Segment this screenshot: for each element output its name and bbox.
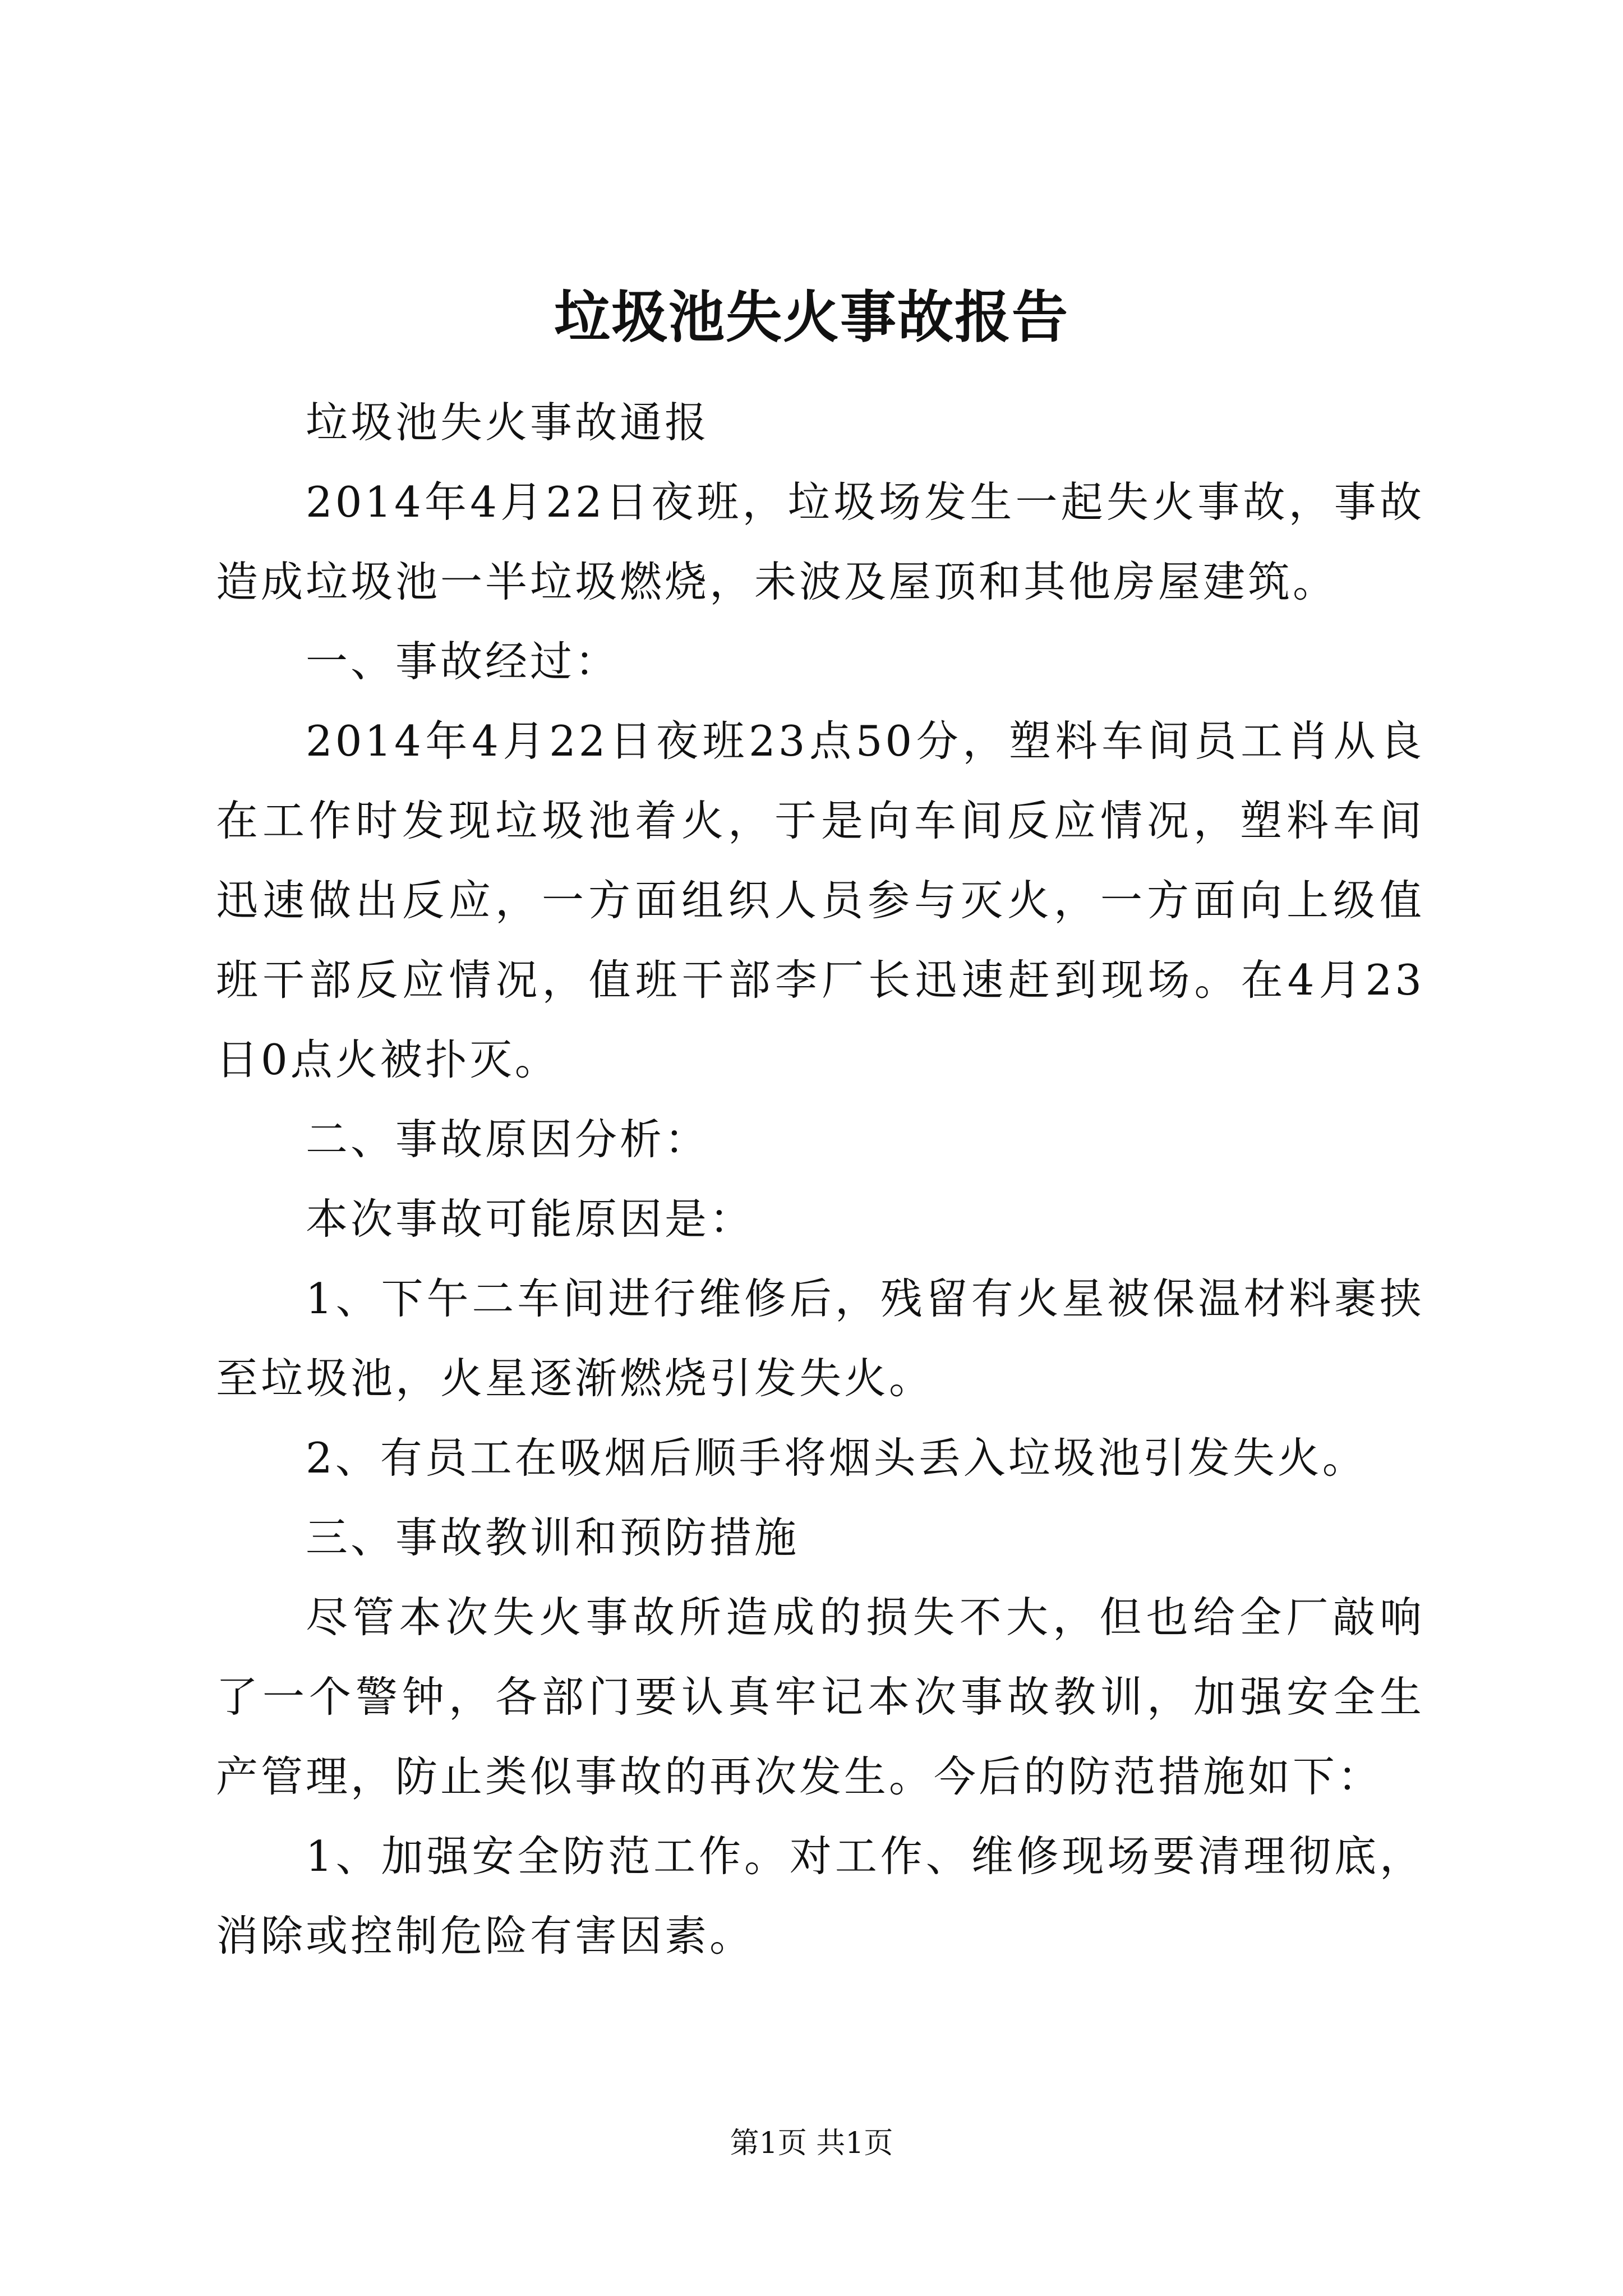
paragraph-process: 2014年4月22日夜班23点50分，塑料车间员工肖从良在工作时发现垃圾池着火，于是向车间反应情况，塑料车间迅速做出反应，一方面组织人员参与灭火，一方面向上级值班干部反应情况，值班干部李厂长迅速赶到现场。在4月23日0点火被扑灭。 — [216, 716, 1424, 1084]
paragraph-lessons: 尽管本次失火事故所造成的损失不大，但也给全厂敲响了一个警钟，各部门要认真牢记本次事故教训，加强安全生产管理，防止类似事故的再次发生。今后的防范措施如下： — [216, 1593, 1424, 1801]
section-heading-cause: 二、事故原因分析： — [306, 1115, 710, 1164]
paragraph-notice-heading: 垃圾池失火事故通报 — [306, 398, 710, 447]
paragraph-cause-intro: 本次事故可能原因是： — [306, 1194, 755, 1244]
document-title: 垃圾池失火事故报告 — [554, 284, 1069, 350]
section-heading-process: 一、事故经过： — [306, 637, 620, 686]
paragraph-cause-1: 1、下午二车间进行维修后，残留有火星被保温材料裹挟至垃圾池，火星逐渐燃烧引发失火。 — [216, 1274, 1424, 1403]
paragraph-cause-2: 2、有员工在吸烟后顺手将烟头丢入垃圾池引发失火。 — [306, 1433, 1367, 1483]
section-heading-lessons: 三、事故教训和预防措施 — [306, 1513, 800, 1562]
document-body — [216, 383, 1424, 1976]
paragraph-summary: 2014年4月22日夜班，垃圾场发生一起失火事故，事故造成垃圾池一半垃圾燃烧，未波及屋顶和其他房屋建筑。 — [216, 477, 1424, 606]
paragraph-measure-1: 1、加强安全防范工作。对工作、维修现场要清理彻底，消除或控制危险有害因素。 — [216, 1832, 1424, 1961]
page-footer: 第1页 共1页 — [730, 2127, 893, 2160]
